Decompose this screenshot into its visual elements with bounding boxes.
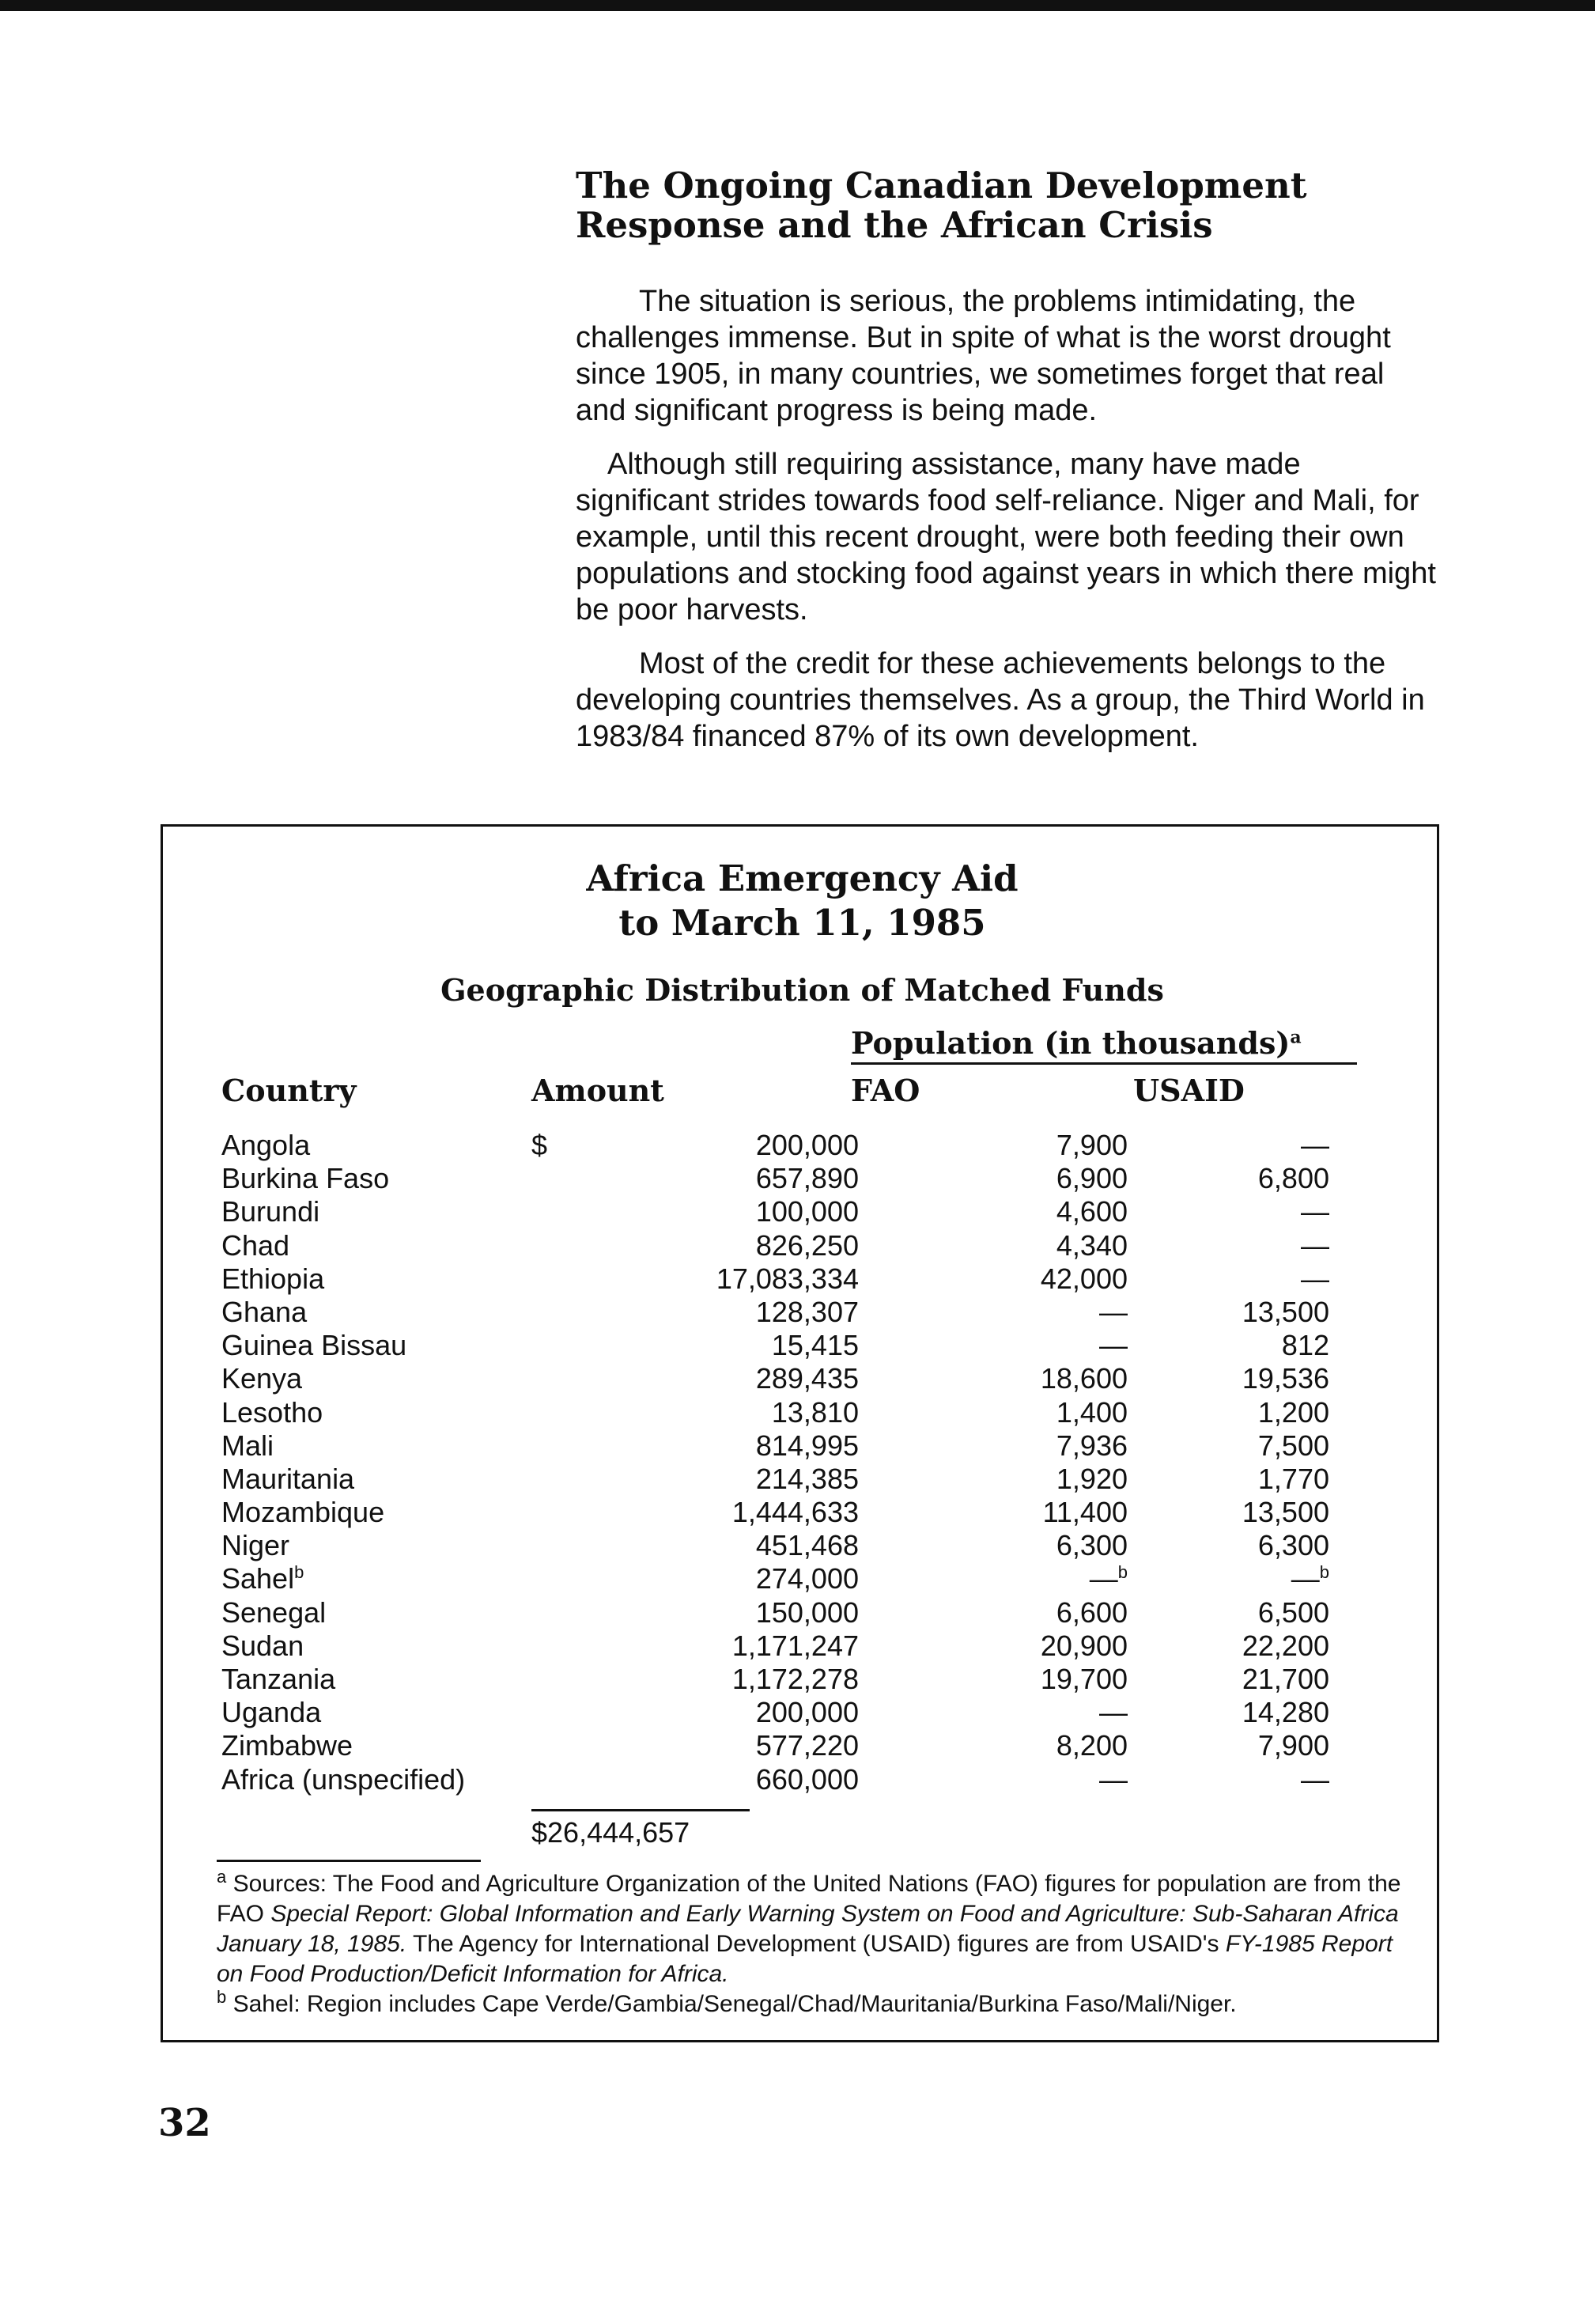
cell-usaid-text: 812	[1281, 1329, 1329, 1362]
cell-fao	[1041, 1629, 1128, 1663]
article-paragraph: Although still requiring assistance, many have made significant strides towards food self-reliance. Niger and Mali, for example, until this recent drought, were both feeding their own populations and stocking food against years in which there might be poor harvests.	[576, 448, 1436, 626]
cell-fao-text: 6,300	[1056, 1529, 1128, 1562]
table-row	[163, 1696, 1442, 1729]
cell-usaid	[1242, 1496, 1329, 1529]
cell-usaid	[1301, 1262, 1329, 1296]
cell-amount	[756, 1296, 859, 1329]
cell-fao	[1056, 1729, 1128, 1762]
cell-fao	[1099, 1763, 1128, 1796]
cell-usaid	[1291, 1562, 1329, 1595]
table-title	[163, 857, 1442, 945]
table-subtitle: Geographic Distribution of Matched Funds	[440, 972, 1164, 1008]
cell-usaid	[1301, 1229, 1329, 1262]
cell-amount-text: 13,810	[771, 1395, 859, 1429]
cell-fao	[1056, 1195, 1128, 1228]
cell-fao-text: 7,936	[1056, 1429, 1128, 1462]
column-header-amount: Amount	[531, 1073, 664, 1108]
cell-amount-text: 1,172,278	[731, 1663, 859, 1695]
table-row	[163, 1429, 1442, 1463]
table-row	[163, 1629, 1442, 1663]
cell-country-text: Chad	[221, 1228, 290, 1262]
table-row	[163, 1729, 1442, 1762]
cell-fao-text: —	[1099, 1762, 1128, 1796]
footnote-a-text2: The Agency for International Development (USAID) figures are from USAID's	[406, 1931, 1226, 1957]
cell-fao	[1056, 1162, 1128, 1195]
cell-country-text: Guinea Bissau	[221, 1329, 407, 1362]
footnote-mark: b	[294, 1562, 304, 1583]
table-row	[163, 1362, 1442, 1395]
cell-amount	[772, 1396, 859, 1429]
cell-fao	[1056, 1529, 1128, 1562]
article-paragraph: The situation is serious, the problems intimidating, the challenges immense. But in spite of what is the worst drought since 1905, in many countries, we sometimes forget that real and significant progress is being made.	[576, 285, 1391, 427]
footnote-mark: b	[217, 1987, 227, 2007]
cell-fao-text: 18,600	[1040, 1362, 1128, 1395]
cell-country	[221, 1562, 304, 1595]
cell-country-text: Sahel	[221, 1562, 295, 1595]
cell-amount	[756, 1529, 859, 1562]
cell-usaid-text: 22,200	[1242, 1629, 1329, 1662]
cell-usaid-text: 6,800	[1257, 1162, 1329, 1195]
cell-fao	[1041, 1663, 1128, 1696]
cell-amount-text: 15,415	[771, 1329, 859, 1362]
cell-fao	[1056, 1129, 1128, 1162]
cell-country-text: Africa (unspecified)	[221, 1762, 466, 1796]
cell-amount-text: 289,435	[755, 1362, 859, 1395]
cell-usaid-text: —	[1301, 1228, 1329, 1262]
cell-fao	[1041, 1362, 1128, 1395]
column-header-fao: FAO	[851, 1073, 920, 1108]
population-header-label: Population (in thousands)	[851, 1025, 1291, 1061]
cell-country-text: Uganda	[221, 1696, 322, 1729]
cell-amount-text: 657,890	[755, 1162, 859, 1195]
cell-dollar-sign: $	[531, 1129, 548, 1161]
cell-usaid	[1258, 1429, 1329, 1463]
cell-usaid-text: 7,500	[1257, 1429, 1329, 1462]
cell-fao-text: 6,900	[1056, 1162, 1128, 1195]
table-row	[163, 1262, 1442, 1296]
table-row	[163, 1529, 1442, 1562]
cell-usaid-text: 6,500	[1257, 1595, 1329, 1629]
cell-usaid-text: —	[1291, 1562, 1320, 1595]
footnote-mark: a	[1290, 1027, 1302, 1048]
footnote-mark: b	[1117, 1562, 1128, 1583]
table-row	[163, 1562, 1442, 1595]
table-body	[163, 1129, 1442, 1796]
cell-fao-text: 11,400	[1042, 1496, 1128, 1529]
cell-amount-text: 1,444,633	[731, 1496, 859, 1529]
cell-usaid	[1242, 1296, 1329, 1329]
cell-usaid	[1242, 1696, 1329, 1729]
cell-amount-text: 150,000	[755, 1595, 859, 1629]
cell-country	[221, 1696, 321, 1729]
table-row	[163, 1596, 1442, 1629]
cell-usaid-text: 13,500	[1242, 1295, 1329, 1328]
table-row	[163, 1229, 1442, 1262]
cell-usaid-text: 1,770	[1257, 1462, 1329, 1495]
cell-fao	[1056, 1429, 1128, 1463]
cell-amount	[756, 1429, 859, 1463]
cell-amount-text: 1,171,247	[731, 1629, 859, 1662]
cell-country	[221, 1396, 323, 1429]
cell-usaid-text: 13,500	[1242, 1496, 1329, 1529]
cell-country-text: Ethiopia	[221, 1262, 325, 1295]
cell-country-text: Sudan	[221, 1629, 304, 1662]
table-row	[163, 1195, 1442, 1228]
cell-amount	[756, 1763, 859, 1796]
footnote-a-text1: Sources: The Food and Agriculture Organization of the United Nations (FAO) figures for population are from the FAO	[217, 1871, 1401, 1927]
footnote-mark: a	[217, 1867, 227, 1887]
cell-usaid	[1301, 1129, 1329, 1162]
article-title-line1: The Ongoing Canadian Development	[576, 165, 1307, 206]
cell-country	[221, 1162, 389, 1195]
cell-country	[221, 1463, 354, 1496]
cell-country-text: Angola	[221, 1129, 311, 1161]
cell-amount	[716, 1262, 859, 1296]
cell-amount	[756, 1362, 859, 1395]
cell-fao-text: 19,700	[1040, 1663, 1128, 1695]
cell-country	[221, 1763, 465, 1796]
cell-amount	[772, 1329, 859, 1362]
cell-country-text: Tanzania	[221, 1663, 336, 1695]
cell-amount-text: 214,385	[755, 1462, 859, 1495]
cell-usaid	[1258, 1729, 1329, 1762]
cell-usaid-text: —	[1301, 1762, 1329, 1796]
cell-country	[221, 1729, 353, 1762]
table-row	[163, 1129, 1442, 1162]
footnote-a-italic2: FY-1985 Report on Food Production/Deficit Information for Africa.	[217, 1931, 1393, 1987]
footnote-mark: b	[1319, 1562, 1329, 1583]
cell-amount-text: 200,000	[755, 1696, 859, 1729]
cell-amount-text: 451,468	[755, 1529, 859, 1562]
footnotes	[217, 1869, 1419, 2019]
cell-amount	[756, 1463, 859, 1496]
cell-fao-text: 8,200	[1056, 1729, 1128, 1762]
cell-amount	[756, 1162, 859, 1195]
cell-amount	[756, 1195, 859, 1228]
cell-country-text: Zimbabwe	[221, 1729, 353, 1762]
cell-country-text: Niger	[221, 1529, 290, 1562]
cell-amount	[756, 1229, 859, 1262]
cell-country-text: Mali	[221, 1429, 274, 1462]
cell-country-text: Burundi	[221, 1195, 320, 1228]
cell-country-text: Burkina Faso	[221, 1162, 390, 1195]
cell-country	[221, 1229, 289, 1262]
table-row	[163, 1763, 1442, 1796]
cell-country-text: Mauritania	[221, 1462, 355, 1495]
cell-amount	[732, 1496, 859, 1529]
population-header	[851, 1026, 1357, 1065]
cell-fao-text: —	[1099, 1329, 1128, 1362]
cell-usaid-text: 14,280	[1242, 1696, 1329, 1729]
cell-amount	[756, 1696, 859, 1729]
cell-country	[221, 1529, 289, 1562]
cell-amount-text: 200,000	[755, 1129, 859, 1161]
column-header-usaid: USAID	[1133, 1073, 1245, 1108]
footnote-a	[217, 1869, 1419, 1989]
cell-fao	[1056, 1229, 1128, 1262]
table-title-line1: Africa Emergency Aid	[586, 857, 1019, 899]
cell-fao-text: 6,600	[1056, 1595, 1128, 1629]
cell-fao-text: 1,920	[1056, 1462, 1128, 1495]
footnote-a-italic1: Special Report: Global Information and Early Warning System on Food and Agriculture: Sub-Saharan Africa January 18, 1985.	[217, 1901, 1399, 1957]
cell-usaid	[1258, 1162, 1329, 1195]
cell-country	[221, 1329, 406, 1362]
cell-country	[221, 1496, 384, 1529]
emergency-aid-table-box	[161, 824, 1439, 2042]
article-paragraph: Most of the credit for these achievements belongs to the developing countries themselves. As a group, the Third World in 1983/84 financed 87% of its own development.	[576, 647, 1425, 753]
footnote-rule	[217, 1860, 481, 1862]
table-row	[163, 1296, 1442, 1329]
cell-amount-text: 660,000	[755, 1762, 859, 1796]
cell-fao-text: 7,900	[1056, 1129, 1128, 1161]
article-title	[576, 166, 1438, 245]
cell-fao-text: 4,600	[1056, 1195, 1128, 1228]
amount-total: $26,444,657	[531, 1816, 690, 1849]
cell-country-text: Senegal	[221, 1595, 327, 1629]
table-row	[163, 1463, 1442, 1496]
cell-country-text: Lesotho	[221, 1395, 323, 1429]
cell-usaid	[1282, 1329, 1329, 1362]
cell-country	[221, 1262, 324, 1296]
cell-fao	[1099, 1329, 1128, 1362]
cell-usaid-text: —	[1301, 1129, 1329, 1161]
cell-usaid	[1258, 1463, 1329, 1496]
cell-fao-text: —	[1099, 1295, 1128, 1328]
cell-amount-text: 814,995	[755, 1429, 859, 1462]
cell-fao	[1043, 1496, 1128, 1529]
article-title-line2: Response and the African Crisis	[576, 204, 1213, 246]
cell-amount	[756, 1729, 859, 1762]
cell-country-text: Ghana	[221, 1295, 308, 1328]
cell-usaid	[1242, 1663, 1329, 1696]
table-row	[163, 1329, 1442, 1362]
footnote-b-text: Sahel: Region includes Cape Verde/Gambia/Senegal/Chad/Mauritania/Burkina Faso/Mali/Niger.	[232, 1991, 1237, 2017]
cell-usaid-text: 1,200	[1257, 1395, 1329, 1429]
cell-fao	[1056, 1596, 1128, 1629]
cell-usaid-text: 19,536	[1242, 1362, 1329, 1395]
cell-amount	[756, 1129, 859, 1162]
cell-country-text: Kenya	[221, 1362, 303, 1395]
cell-usaid-text: —	[1301, 1262, 1329, 1295]
cell-fao-text: 1,400	[1056, 1395, 1128, 1429]
article	[576, 166, 1438, 772]
table-row	[163, 1663, 1442, 1696]
cell-country	[221, 1663, 335, 1696]
table-row	[163, 1496, 1442, 1529]
cell-usaid	[1301, 1763, 1329, 1796]
cell-amount-text: 274,000	[755, 1562, 859, 1595]
cell-country	[221, 1296, 307, 1329]
footnote-b	[217, 1989, 1419, 2019]
cell-amount	[732, 1663, 859, 1696]
cell-usaid-text: 6,300	[1257, 1529, 1329, 1562]
cell-fao	[1041, 1262, 1128, 1296]
cell-country	[221, 1362, 302, 1395]
cell-country	[221, 1429, 274, 1463]
cell-amount	[732, 1629, 859, 1663]
table-row	[163, 1396, 1442, 1429]
article-body	[576, 283, 1438, 755]
cell-fao-text: —	[1099, 1696, 1128, 1729]
cell-usaid	[1242, 1629, 1329, 1663]
cell-amount-text: 17,083,334	[716, 1262, 859, 1295]
table-row	[163, 1162, 1442, 1195]
top-rule	[0, 0, 1595, 11]
cell-fao	[1099, 1696, 1128, 1729]
table-title-line2: to March 11, 1985	[618, 902, 986, 944]
cell-fao-text: 42,000	[1040, 1262, 1128, 1295]
cell-usaid-text: —	[1301, 1195, 1329, 1228]
cell-amount-text: 128,307	[755, 1295, 859, 1328]
cell-fao	[1056, 1463, 1128, 1496]
column-header-country: Country	[221, 1073, 357, 1108]
cell-usaid-text: 21,700	[1242, 1663, 1329, 1695]
cell-amount-text: 826,250	[755, 1228, 859, 1262]
cell-fao-text: 20,900	[1040, 1629, 1128, 1662]
cell-fao	[1056, 1396, 1128, 1429]
cell-amount	[756, 1562, 859, 1595]
cell-country-text: Mozambique	[221, 1496, 385, 1529]
cell-country	[221, 1195, 319, 1228]
cell-usaid	[1242, 1362, 1329, 1395]
cell-usaid	[1258, 1529, 1329, 1562]
cell-usaid	[1258, 1396, 1329, 1429]
cell-fao-text: 4,340	[1056, 1228, 1128, 1262]
cell-usaid-text: 7,900	[1257, 1729, 1329, 1762]
cell-country	[221, 1596, 326, 1629]
cell-amount-text: 577,220	[755, 1729, 859, 1762]
cell-usaid	[1301, 1195, 1329, 1228]
page-number: 32	[158, 2101, 211, 2145]
cell-country	[221, 1129, 310, 1162]
cell-fao	[1099, 1296, 1128, 1329]
cell-amount	[756, 1596, 859, 1629]
cell-usaid	[1258, 1596, 1329, 1629]
amount-total-rule	[531, 1809, 750, 1811]
cell-amount-text: 100,000	[755, 1195, 859, 1228]
cell-fao	[1090, 1562, 1128, 1595]
cell-fao-text: —	[1089, 1562, 1118, 1595]
cell-country	[221, 1629, 304, 1663]
